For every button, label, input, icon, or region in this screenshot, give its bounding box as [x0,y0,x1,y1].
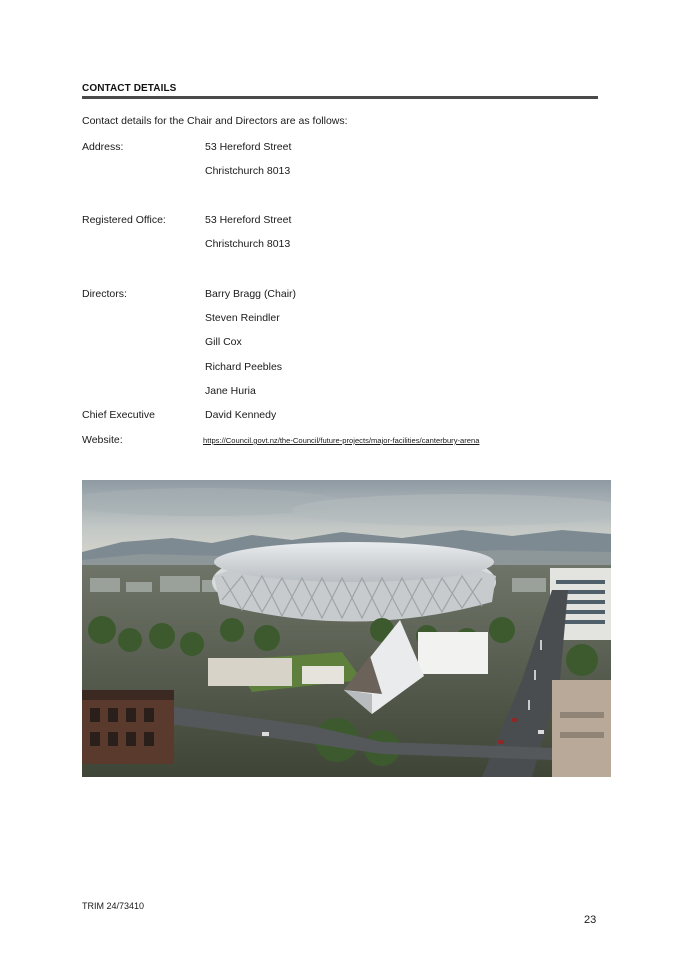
directors-label: Directors: [82,288,127,300]
registered-office-line-2: Christchurch 8013 [205,238,291,250]
director-name: Steven Reindler [205,312,280,324]
intro-text: Contact details for the Chair and Directors are as follows: [82,115,348,127]
trim-reference: TRIM 24/73410 [82,901,145,911]
website-label: Website: [82,434,123,446]
address-label: Address: [82,141,124,153]
heading-rule [82,96,598,99]
section-heading: CONTACT DETAILS [82,83,177,94]
page-number: 23 [584,914,597,926]
director-name: Gill Cox [205,336,242,348]
director-name: Barry Bragg (Chair) [205,288,297,300]
address-line-1: 53 Hereford Street [205,141,292,153]
director-name: Richard Peebles [205,361,283,373]
website-link[interactable]: https://Council.govt.nz/the-Council/future-projects/major-facilities/canterbury-arena [203,436,480,445]
chief-executive-label: Chief Executive [82,409,155,421]
arena-rendering-image [82,480,611,777]
chief-executive-name: David Kennedy [205,409,277,421]
address-line-2: Christchurch 8013 [205,165,291,177]
registered-office-label: Registered Office: [82,214,166,226]
registered-office-line-1: 53 Hereford Street [205,214,292,226]
director-name: Jane Huria [205,385,256,397]
